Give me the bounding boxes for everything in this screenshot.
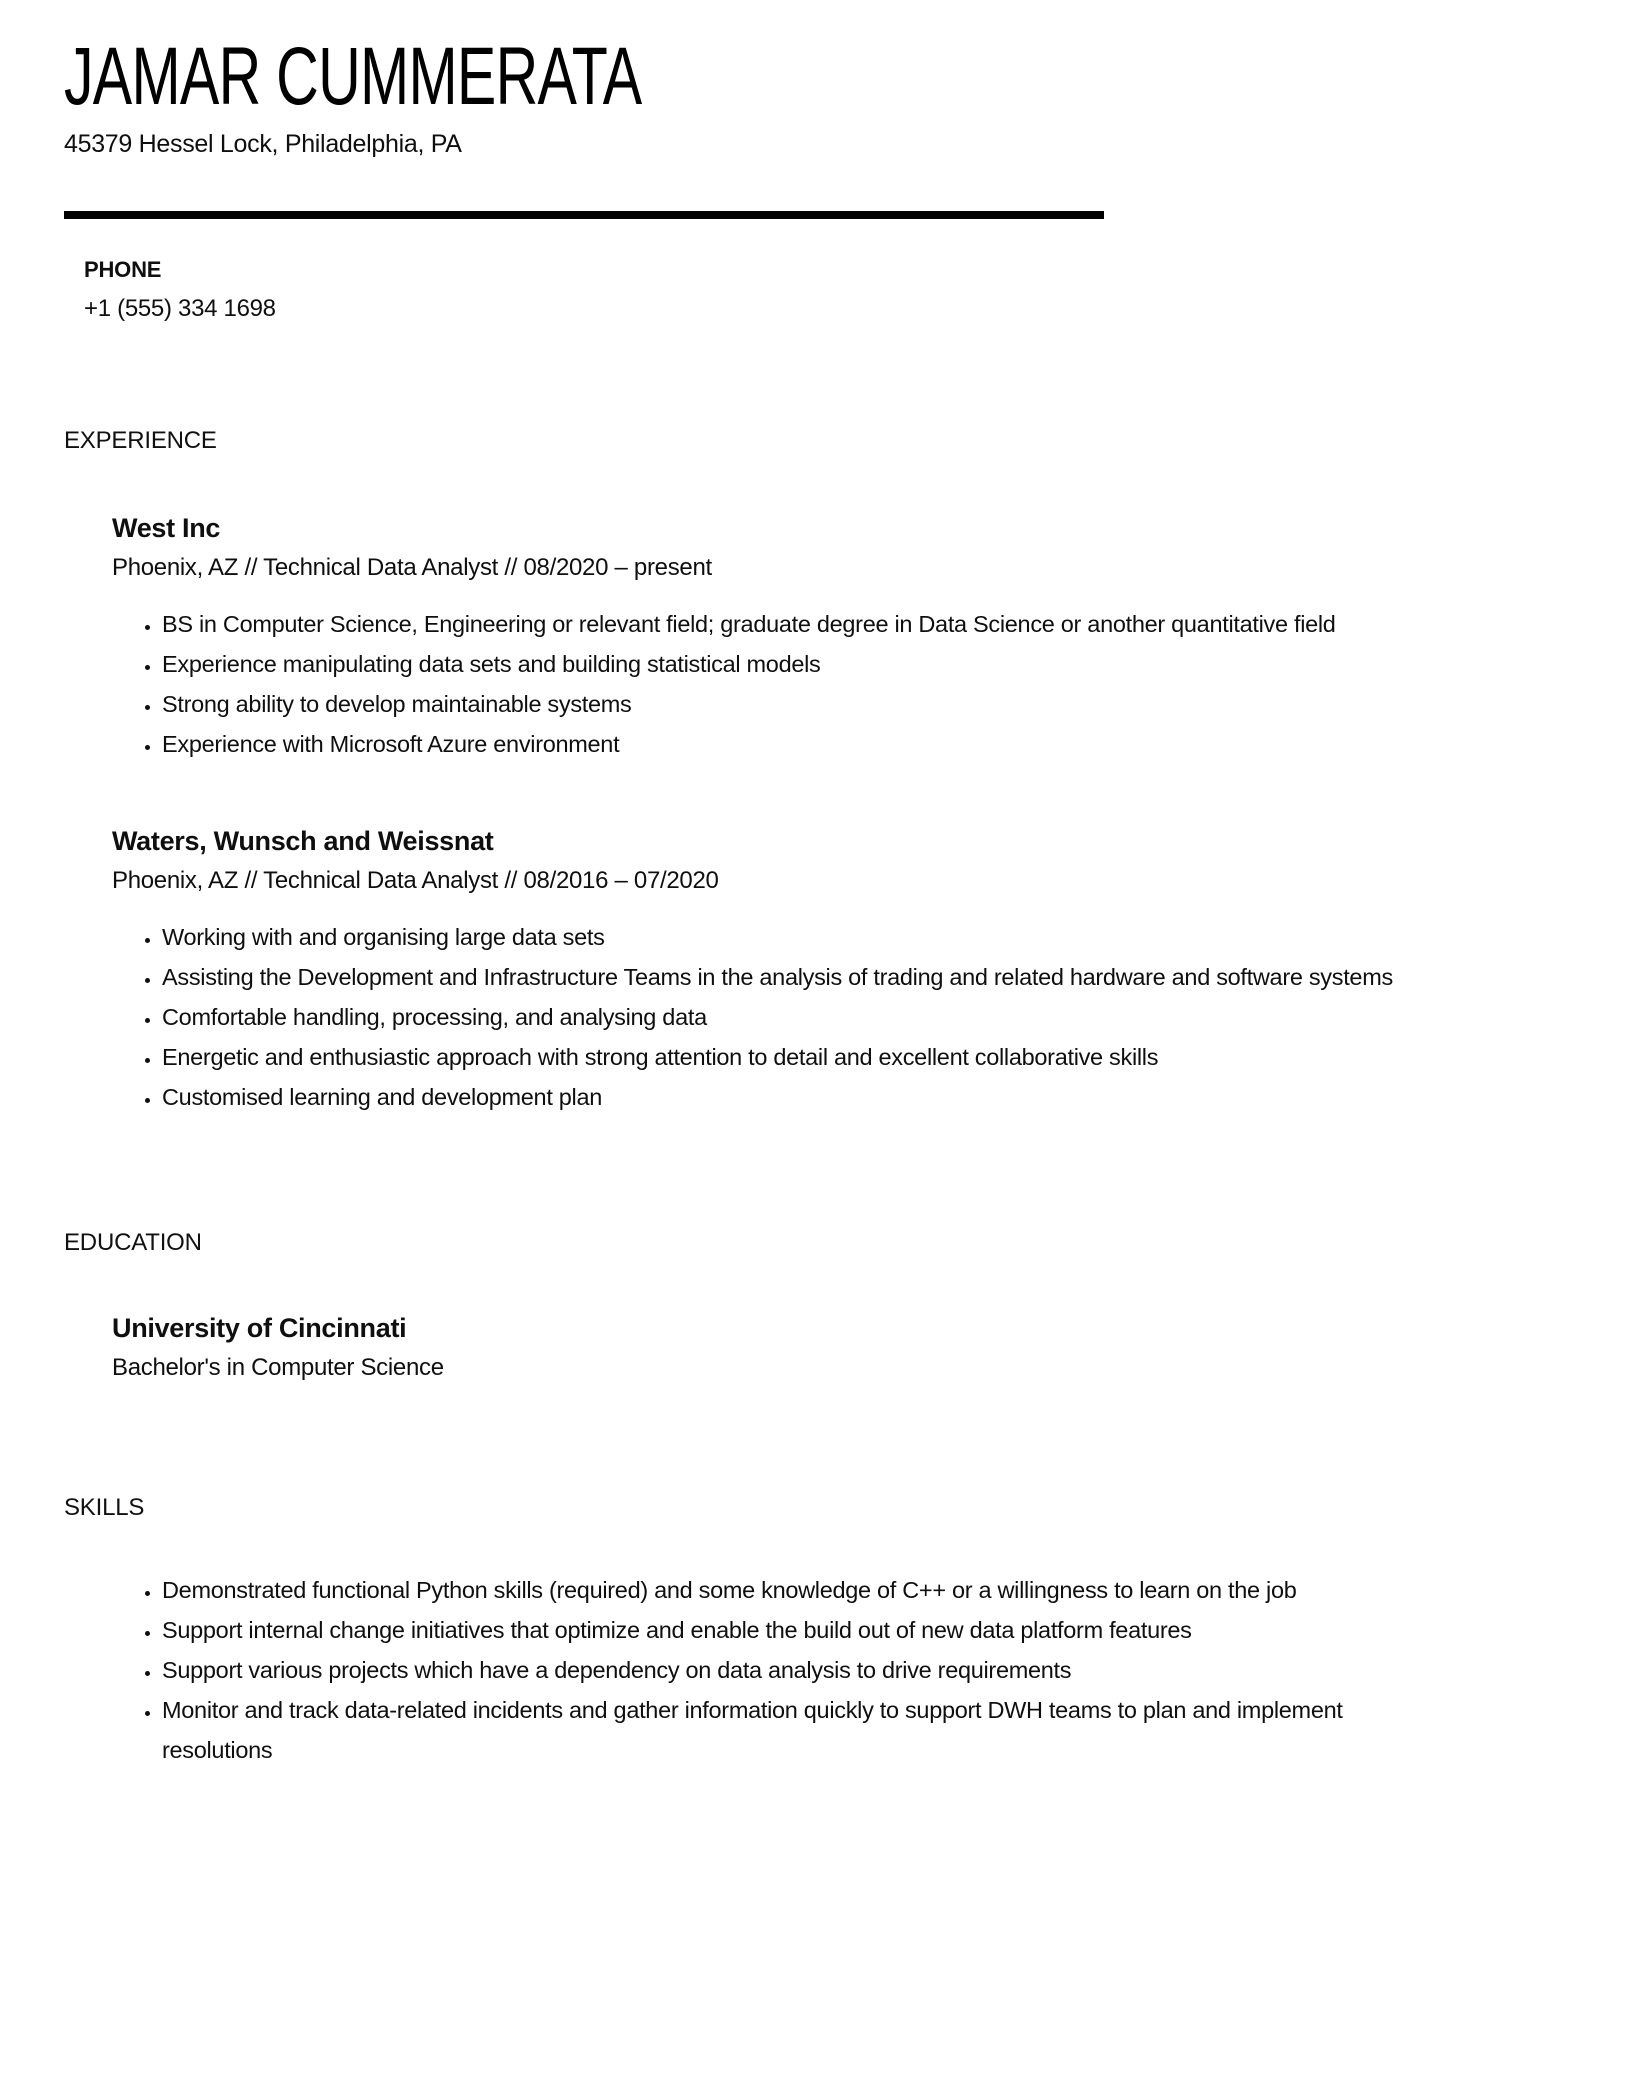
job-company: West Inc	[112, 513, 221, 543]
school-entry	[112, 1313, 1568, 1382]
job-meta: Phoenix, AZ // Technical Data Analyst // 08/2020 – present	[112, 554, 712, 581]
header-divider	[64, 211, 1104, 219]
skills-section	[64, 1494, 1568, 1770]
job-company: Waters, Wunsch and Weissnat	[112, 826, 494, 856]
candidate-name: JAMAR CUMMERATA	[64, 31, 642, 122]
skill-bullet: • Monitor and track data-related incidents and gather information quickly to support DWH teams to plan and implement resolutions	[162, 1690, 1442, 1770]
skill-bullet: • Support various projects which have a dependency on data analysis to drive requirements	[162, 1650, 1442, 1690]
job-bullet: • Experience manipulating data sets and building statistical models	[162, 644, 1442, 684]
resume-header	[64, 31, 1568, 219]
job-bullet: • Energetic and enthusiastic approach with strong attention to detail and excellent collaborative skills	[162, 1037, 1442, 1077]
job-meta: Phoenix, AZ // Technical Data Analyst // 08/2016 – 07/2020	[112, 867, 719, 894]
contact-block	[84, 257, 1568, 323]
job-bullet: • Working with and organising large data sets	[162, 917, 1442, 957]
job-bullet: • BS in Computer Science, Engineering or relevant field; graduate degree in Data Science or another quantitative field	[162, 604, 1442, 644]
phone-value: +1 (555) 334 1698	[84, 295, 276, 322]
job-bullet: • Assisting the Development and Infrastructure Teams in the analysis of trading and related hardware and software systems	[162, 957, 1442, 997]
school-degree: Bachelor's in Computer Science	[112, 1354, 444, 1381]
job-bullet-list	[112, 604, 1568, 764]
experience-section-title: EXPERIENCE	[64, 427, 217, 454]
experience-section	[64, 427, 1568, 1117]
skill-bullet: • Demonstrated functional Python skills (required) and some knowledge of C++ or a willingness to learn on the job	[162, 1570, 1442, 1610]
job-bullet: • Customised learning and development plan	[162, 1077, 1442, 1117]
education-section	[64, 1229, 1568, 1382]
job-bullet-list	[112, 917, 1568, 1117]
skills-bullet-list	[112, 1570, 1568, 1770]
job-bullet: • Comfortable handling, processing, and analysing data	[162, 997, 1442, 1037]
candidate-address: 45379 Hessel Lock, Philadelphia, PA	[64, 130, 462, 158]
job-entry	[112, 513, 1568, 764]
school-name: University of Cincinnati	[112, 1313, 407, 1343]
skills-section-title: SKILLS	[64, 1494, 145, 1521]
phone-label: PHONE	[84, 257, 162, 282]
job-bullet: • Experience with Microsoft Azure environment	[162, 724, 1442, 764]
skill-bullet: • Support internal change initiatives that optimize and enable the build out of new data platform features	[162, 1610, 1442, 1650]
job-entry	[112, 826, 1568, 1117]
education-section-title: EDUCATION	[64, 1229, 202, 1256]
job-bullet: • Strong ability to develop maintainable systems	[162, 684, 1442, 724]
